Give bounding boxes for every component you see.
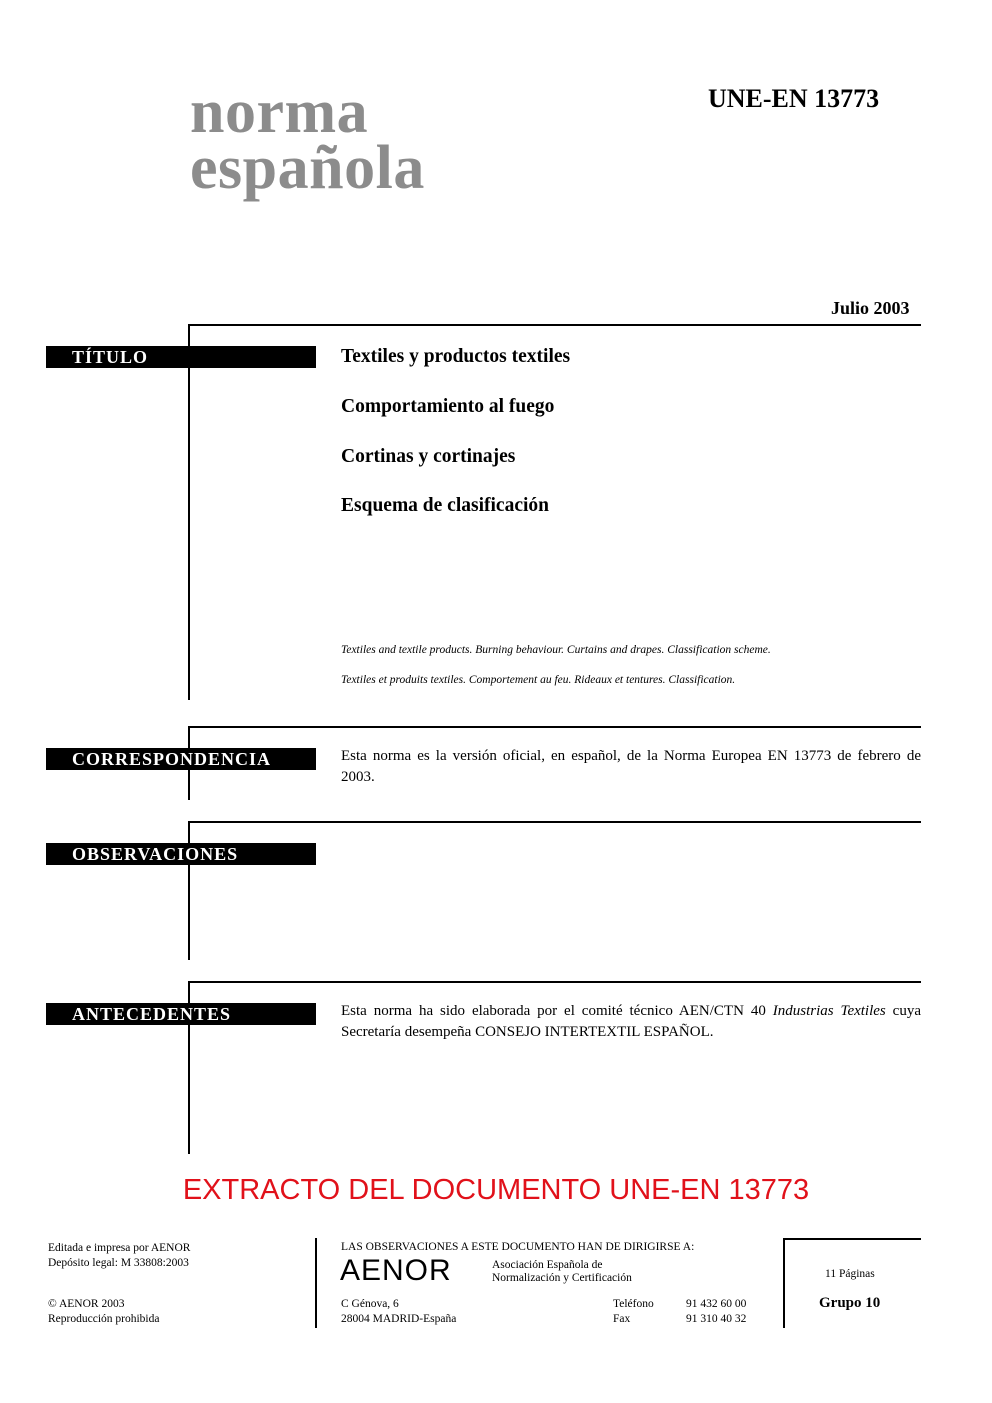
antecedentes-top-rule [188,981,921,983]
footer-divider-right [783,1238,785,1328]
footer-divider-left [315,1238,317,1328]
observaciones-label: OBSERVACIONES [46,843,316,865]
address-line-2: 28004 MADRID-España [341,1313,457,1325]
fax-value: 91 310 40 32 [686,1313,747,1325]
english-title: Textiles and textile products. Burning behaviour. Curtains and drapes. Classification scheme. [341,644,771,656]
address-block [341,1297,456,1327]
edited-by: Editada e impresa por AENOR [48,1242,191,1254]
phone-value: 91 432 60 00 [686,1298,747,1310]
copyright: © AENOR 2003 [48,1298,125,1310]
titulo-vertical-rule [188,324,190,700]
footer-box-top-rule [784,1238,921,1240]
antecedentes-text [341,1001,921,1043]
extract-notice: EXTRACTO DEL DOCUMENTO UNE-EN 13773 [182,1174,810,1206]
antecedentes-label: ANTECEDENTES [46,1003,316,1025]
phone-label: Teléfono [613,1298,654,1310]
antecedentes-committee-name: Industrias Textiles [772,1003,886,1019]
fax-label: Fax [613,1313,631,1325]
title-line-3: Cortinas y cortinajes [341,446,516,467]
address-line-1: C Génova, 6 [341,1298,399,1310]
antecedentes-text-part-1: Esta norma ha sido elaborada por el comité técnico AEN/CTN 40 [341,1003,773,1019]
footer-copyright-block [48,1297,159,1327]
legal-deposit: Depósito legal: M 33808:2003 [48,1257,189,1269]
observations-heading: LAS OBSERVACIONES A ESTE DOCUMENTO HAN DE DIRIGIRSE A: [341,1241,695,1253]
page-count: 11 Páginas [825,1268,875,1280]
correspondencia-label: CORRESPONDENCIA [46,748,316,770]
french-title: Textiles et produits textiles. Comportement au feu. Rideaux et tentures. Classification. [341,674,736,686]
footer-publisher-block [48,1241,190,1271]
title-line-4: Esquema de clasificación [341,495,549,516]
association-line-1: Asociación Española de [492,1259,603,1271]
observaciones-top-rule [188,821,921,823]
standard-code: UNE-EN 13773 [708,84,880,113]
title-line-2: Comportamiento al fuego [341,396,555,417]
correspondencia-text: Esta norma es la versión oficial, en español, de la Norma Europea EN 13773 de febrero de 2003. [341,748,921,785]
titulo-top-rule [188,324,921,326]
norma-espanola-logo [190,78,425,202]
price-group: Grupo 10 [819,1295,881,1311]
title-line-1: Textiles y productos textiles [341,346,571,367]
antecedentes-text-part-2: cuya Secretaría desempeña CONSEJO INTERTEXTIL ESPAÑOL. [341,1003,921,1040]
aenor-logo: AENOR [340,1254,452,1287]
correspondencia-top-rule [188,726,921,728]
norma-line-2: española [190,134,425,202]
reproduction-notice: Reproducción prohibida [48,1313,160,1325]
contact-labels [613,1297,654,1327]
observaciones-vertical-rule [188,821,190,960]
association-line-2: Normalización y Certificación [492,1272,632,1284]
titulo-label: TÍTULO [46,346,316,368]
association-name [492,1259,632,1285]
publication-date: Julio 2003 [831,298,910,318]
norma-line-1: norma [190,78,369,146]
contact-values [686,1297,746,1327]
